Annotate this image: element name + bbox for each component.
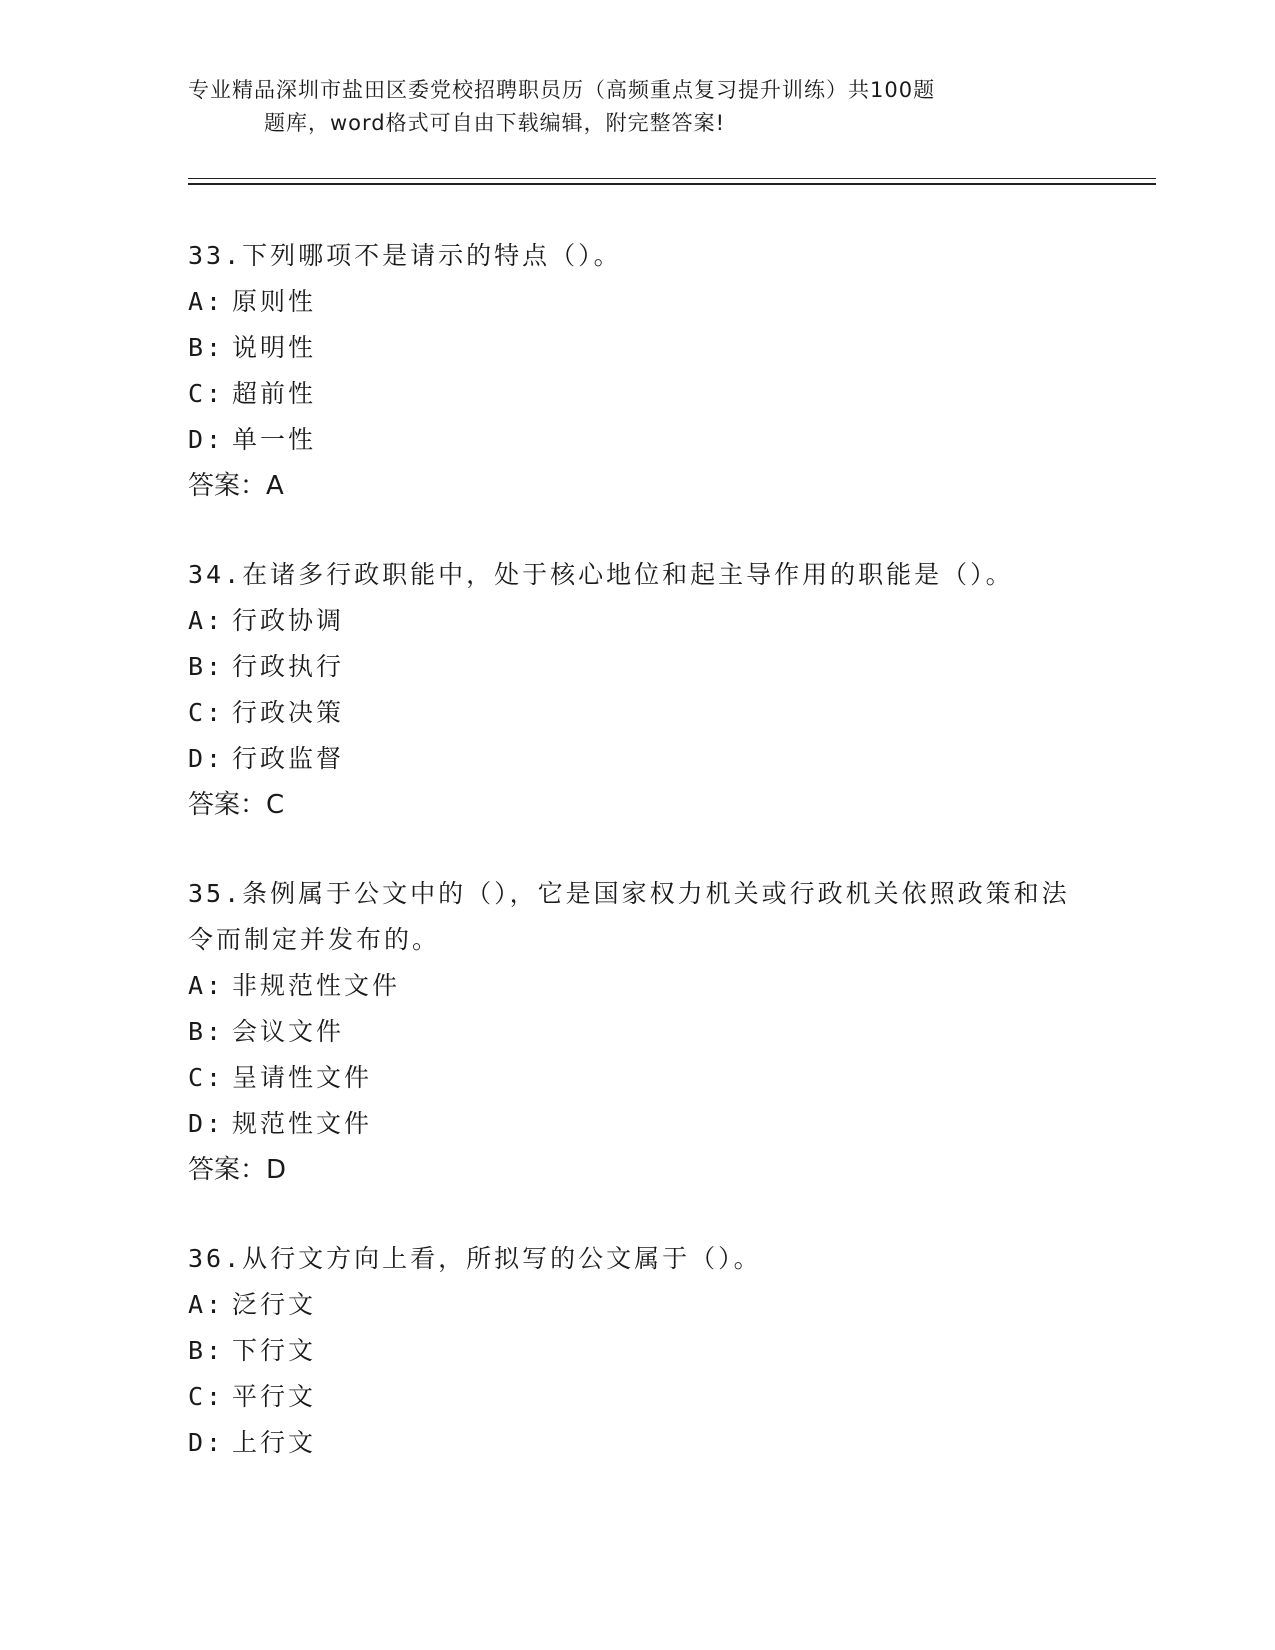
option-key: B:: [188, 1017, 225, 1046]
option-text: 规范性文件: [232, 1109, 373, 1138]
header-title-line-2: 题库，word格式可自由下载编辑，附完整答案!: [264, 111, 726, 135]
question-list: [188, 233, 1088, 1509]
option-text: 原则性: [232, 287, 317, 316]
question-stem: 34.在诸多行政职能中，处于核心地位和起主导作用的职能是（）。: [188, 560, 1014, 589]
option-text: 上行文: [232, 1428, 317, 1457]
option-key: A:: [188, 1290, 225, 1319]
question-36: [188, 1236, 1088, 1466]
option-text: 说明性: [232, 333, 317, 362]
option-d: [188, 1420, 1088, 1466]
question-stem: 36.从行文方向上看，所拟写的公文属于（）。: [188, 1244, 762, 1273]
option-c: [188, 1374, 1088, 1420]
option-key: A:: [188, 971, 225, 1000]
option-a: [188, 598, 1088, 644]
option-key: D:: [188, 1109, 225, 1138]
option-key: C:: [188, 379, 225, 408]
option-key: D:: [188, 1428, 225, 1457]
option-d: [188, 417, 1088, 463]
option-c: [188, 1055, 1088, 1101]
option-text: 行政协调: [232, 606, 345, 635]
option-key: D:: [188, 744, 225, 773]
answer-line: 答案：A: [188, 471, 284, 501]
option-key: C:: [188, 698, 225, 727]
option-c: [188, 690, 1088, 736]
option-c: [188, 371, 1088, 417]
option-text: 行政执行: [232, 652, 345, 681]
option-key: A:: [188, 606, 225, 635]
option-key: C:: [188, 1063, 225, 1092]
option-a: [188, 1282, 1088, 1328]
header-title-line-1: 专业精品深圳市盐田区委党校招聘职员历（高频重点复习提升训练）共100题: [188, 78, 936, 102]
answer-line: 答案：D: [188, 1155, 287, 1185]
option-text: 单一性: [232, 425, 317, 454]
option-d: [188, 1101, 1088, 1147]
option-key: B:: [188, 1336, 225, 1365]
option-b: [188, 644, 1088, 690]
header-divider-thin: [188, 178, 1156, 179]
option-b: [188, 325, 1088, 371]
option-a: [188, 963, 1088, 1009]
option-text: 平行文: [232, 1382, 317, 1411]
option-key: C:: [188, 1382, 225, 1411]
option-text: 呈请性文件: [232, 1063, 373, 1092]
answer-line: 答案：C: [188, 790, 285, 820]
option-text: 下行文: [232, 1336, 317, 1365]
option-text: 行政监督: [232, 744, 345, 773]
option-b: [188, 1328, 1088, 1374]
document-header: [188, 74, 1048, 140]
question-34: [188, 552, 1088, 828]
option-text: 会议文件: [232, 1017, 345, 1046]
option-key: D:: [188, 425, 225, 454]
option-text: 非规范性文件: [232, 971, 401, 1000]
option-a: [188, 279, 1088, 325]
option-text: 泛行文: [232, 1290, 317, 1319]
option-key: B:: [188, 333, 225, 362]
question-stem: 35.条例属于公文中的（），它是国家权力机关或行政机关依照政策和法令而制定并发布的。: [188, 879, 1070, 954]
option-text: 超前性: [232, 379, 317, 408]
option-text: 行政决策: [232, 698, 345, 727]
option-key: A:: [188, 287, 225, 316]
option-d: [188, 736, 1088, 782]
header-divider-thick: [188, 183, 1156, 185]
option-key: B:: [188, 652, 225, 681]
question-35: [188, 871, 1088, 1193]
option-b: [188, 1009, 1088, 1055]
question-stem: 33.下列哪项不是请示的特点（）。: [188, 241, 622, 270]
question-33: [188, 233, 1088, 509]
